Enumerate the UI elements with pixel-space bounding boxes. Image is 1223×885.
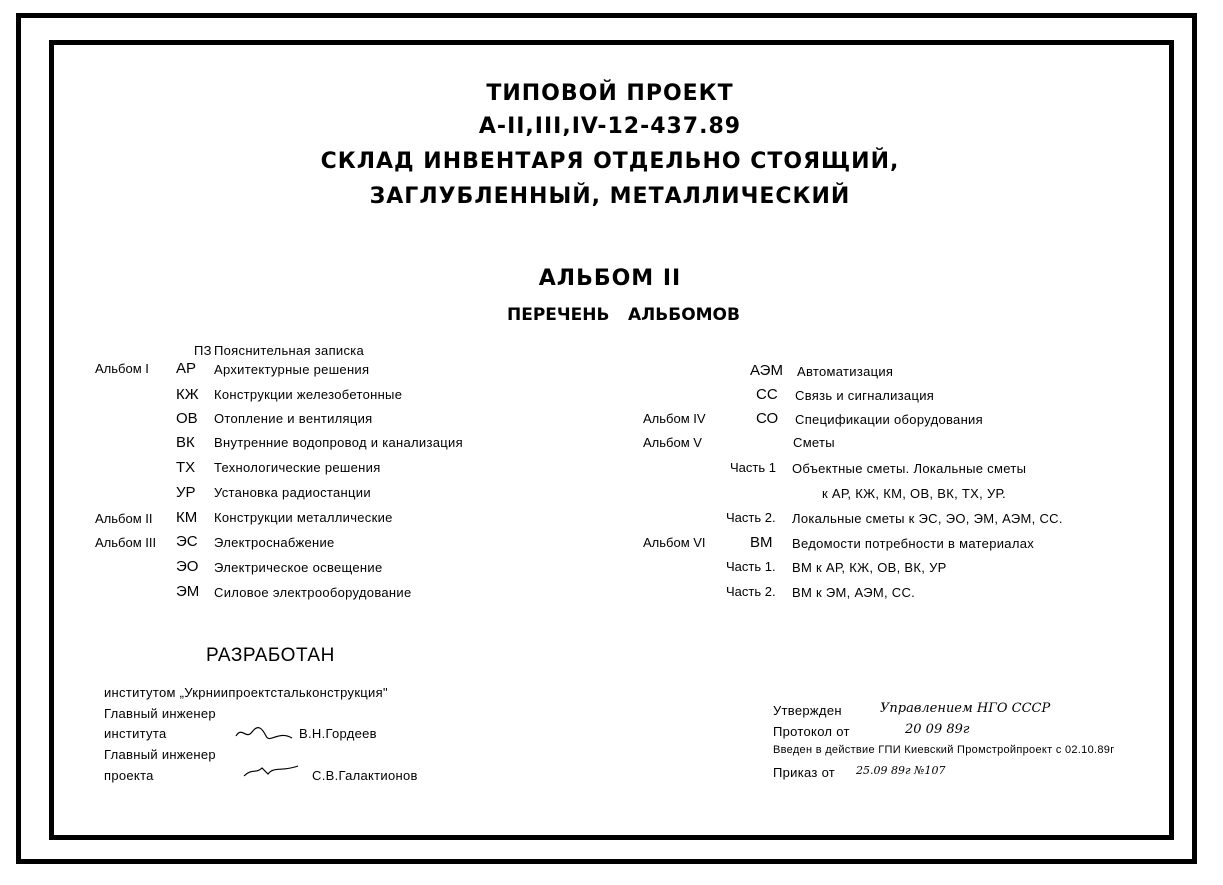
signature-icon bbox=[234, 722, 294, 744]
list-part: Часть 1. bbox=[726, 559, 776, 574]
chief-engineer-label: института bbox=[104, 726, 167, 741]
list-code: АЭМ bbox=[750, 362, 783, 379]
list-desc: Автоматизация bbox=[797, 364, 894, 379]
approved-by: Управлением НГО СССР bbox=[880, 701, 1051, 716]
list-code: УР bbox=[176, 484, 196, 501]
list-code: ВМ bbox=[750, 534, 773, 551]
list-desc: Силовое электрооборудование bbox=[214, 585, 412, 600]
list-album: Альбом II bbox=[95, 511, 153, 526]
list-code: ЭМ bbox=[176, 583, 200, 600]
list-desc: ВМ к ЭМ, АЭМ, СС. bbox=[792, 585, 916, 600]
list-desc: ВМ к АР, КЖ, ОВ, ВК, УР bbox=[792, 560, 947, 575]
list-code: ЭС bbox=[176, 533, 198, 550]
list-desc: Спецификации оборудования bbox=[795, 412, 983, 427]
list-desc: Электроснабжение bbox=[214, 535, 335, 550]
order-value: 25.09 89г №107 bbox=[856, 764, 946, 777]
list-desc: Конструкции металлические bbox=[214, 510, 393, 525]
list-code: СС bbox=[756, 386, 778, 403]
chief-engineer-label: проекта bbox=[104, 768, 154, 783]
title-line-4: ЗАГЛУБЛЕННЫЙ, МЕТАЛЛИЧЕСКИЙ bbox=[369, 184, 851, 209]
list-desc: Связь и сигнализация bbox=[795, 388, 935, 403]
chief-engineer-name: С.В.Галактионов bbox=[312, 768, 418, 783]
list-code: СО bbox=[756, 410, 779, 427]
list-album: Альбом VI bbox=[643, 535, 706, 550]
list-album: Альбом IV bbox=[643, 411, 706, 426]
list-desc: Пояснительная записка bbox=[214, 343, 365, 358]
list-album: Альбом I bbox=[95, 361, 149, 376]
list-code: ЭО bbox=[176, 558, 199, 575]
enacted-text: Введен в действие ГПИ Киевский Промстройпроект с 02.10.89г bbox=[773, 744, 1115, 756]
list-desc: Внутренние водопровод и канализация bbox=[214, 435, 463, 450]
list-part: Часть 2. bbox=[726, 510, 776, 525]
list-code: АР bbox=[176, 360, 197, 377]
list-album: Альбом III bbox=[95, 535, 157, 550]
list-code: КМ bbox=[176, 509, 198, 526]
title-line-2: А-II,III,IV-12-437.89 bbox=[478, 114, 742, 139]
list-code: ОВ bbox=[176, 410, 198, 427]
approved-label: Утвержден bbox=[773, 703, 842, 718]
list-code: ПЗ bbox=[194, 343, 212, 358]
title-line-3: СКЛАД ИНВЕНТАРЯ ОТДЕЛЬНО СТОЯЩИЙ, bbox=[320, 149, 900, 174]
list-desc: Архитектурные решения bbox=[214, 362, 370, 377]
chief-engineer-label: Главный инженер bbox=[104, 706, 216, 721]
list-desc: к АР, КЖ, КМ, ОВ, ВК, ТХ, УР. bbox=[822, 486, 1006, 501]
list-part: Часть 2. bbox=[726, 584, 776, 599]
list-album: Альбом V bbox=[643, 435, 702, 450]
list-desc: Электрическое освещение bbox=[214, 560, 383, 575]
chief-engineer-name: В.Н.Гордеев bbox=[299, 726, 377, 741]
list-code: ТХ bbox=[176, 459, 196, 476]
album-label: АЛЬБОМ II bbox=[538, 266, 682, 291]
developed-heading: РАЗРАБОТАН bbox=[206, 645, 335, 666]
list-desc: Установка радиостанции bbox=[214, 485, 371, 500]
list-heading-2: АЛЬБОМОВ bbox=[628, 305, 740, 325]
developed-institute: институтом „Укрниипроектстальконструкция" bbox=[104, 685, 388, 700]
list-desc: Сметы bbox=[793, 435, 835, 450]
list-desc: Локальные сметы к ЭС, ЭО, ЭМ, АЭМ, СС. bbox=[792, 511, 1063, 526]
title-line-1: ТИПОВОЙ ПРОЕКТ bbox=[486, 81, 734, 106]
list-desc: Конструкции железобетонные bbox=[214, 387, 403, 402]
list-desc: Объектные сметы. Локальные сметы bbox=[792, 461, 1027, 476]
order-label: Приказ от bbox=[773, 765, 836, 780]
chief-engineer-label: Главный инженер bbox=[104, 747, 216, 762]
list-part: Часть 1 bbox=[730, 460, 776, 475]
list-code: ВК bbox=[176, 434, 195, 451]
list-heading-1: ПЕРЕЧЕНЬ bbox=[507, 305, 610, 325]
protocol-date: 20 09 89г bbox=[905, 722, 970, 737]
list-desc: Технологические решения bbox=[214, 460, 381, 475]
protocol-label: Протокол от bbox=[773, 724, 850, 739]
list-desc: Ведомости потребности в материалах bbox=[792, 536, 1035, 551]
list-desc: Отопление и вентиляция bbox=[214, 411, 373, 426]
signature-icon bbox=[242, 760, 302, 782]
list-code: КЖ bbox=[176, 386, 199, 403]
